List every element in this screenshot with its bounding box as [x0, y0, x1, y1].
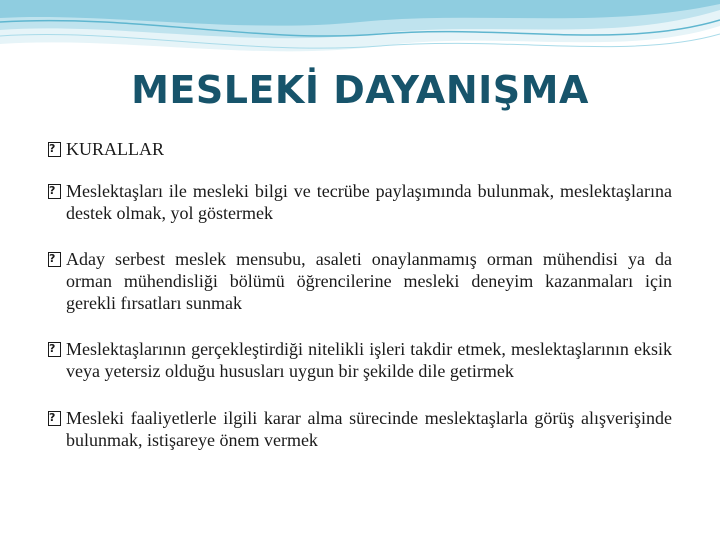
item-text: Aday serbest meslek mensubu, asaleti onaylanmamış orman mühendisi ya da orman mühendisliği bölümü öğrencilerine mesleki deneyim kazanmaları için gerekli fırsatları sunmak: [66, 249, 672, 313]
list-item: [48, 180, 672, 224]
item-text: Meslektaşları ile mesleki bilgi ve tecrübe paylaşımında bulunmak, meslektaşlarına destek olmak, yol göstermek: [66, 181, 672, 223]
list-item: [48, 248, 672, 314]
item-text: Mesleki faaliyetlerle ilgili karar alma sürecinde meslektaşlarla görüş alışverişinde bulunmak, istişareye önem vermek: [66, 408, 672, 450]
bullet-icon: ?: [48, 184, 61, 199]
item-text: Meslektaşlarının gerçekleştirdiği nitelikli işleri takdir etmek, meslektaşlarının eksik veya yetersiz olduğu hususları uygun bir şekilde dile getirmek: [66, 339, 672, 381]
header-wave-decoration: [0, 0, 720, 64]
bullet-icon: ?: [48, 342, 61, 357]
item-text: KURALLAR: [66, 139, 164, 159]
slide-title: MESLEKİ DAYANIŞMA: [131, 68, 589, 112]
bullet-icon: ?: [48, 252, 61, 267]
bullet-icon: ?: [48, 142, 61, 157]
list-item: [48, 407, 672, 451]
list-item: [48, 138, 672, 160]
bullet-list: [48, 138, 672, 451]
list-item: [48, 338, 672, 382]
bullet-icon: ?: [48, 411, 61, 426]
